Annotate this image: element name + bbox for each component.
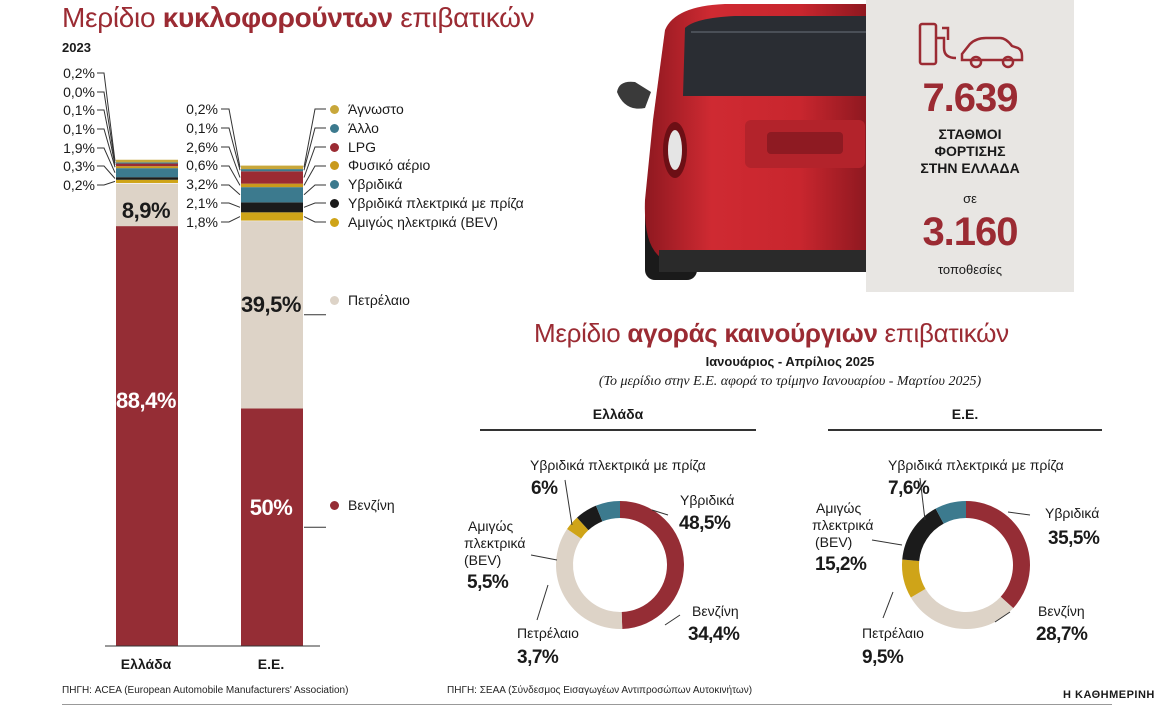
eu-label-unknown: 0,2% [186,101,218,117]
legend-item-bev: Αμιγώς ηλεκτρικά (BEV) [330,214,524,233]
eu-bev-label-1: Αμιγώς [816,500,862,516]
donut-greece [556,501,684,629]
gr-benzine-value: 34,4% [688,624,740,645]
gr-petrol-label: Πετρέλαιο [517,625,579,641]
market-note: (Το μερίδιο στην Ε.Ε. αφορά το τρίμηνο Ιανουαρίου - Μαρτίου 2025) [598,374,982,389]
connector-text: σε [963,191,977,206]
leader-gr-phev [565,480,572,525]
eu-benzine-label: Βενζίνη [1038,603,1085,619]
eu-label-hybrid: 3,2% [186,176,218,193]
locations-label: τοποθεσίες [937,262,1002,277]
donut-greece-slice-benzine [556,529,622,629]
greece-label-unknown: 0,2% [63,65,95,81]
greece-benzine-label: 88,4% [116,388,176,413]
stock-year: 2023 [62,40,91,55]
eu-label-cng: 0,6% [186,157,218,174]
gr-hev-label: Υβριδικά [680,492,735,508]
legend-item-cng: Φυσικό αέριο [330,157,524,176]
greece-label-bev: 0,2% [63,177,95,194]
region-greece: Ελλάδα [592,406,644,422]
eu-phev-label: Υβριδικά πλεκτρικά με πρίζα [888,457,1064,473]
region-eu: Ε.Ε. [951,406,979,422]
x-label-greece: Ελλάδα [120,656,172,672]
market-period: Ιανουάριος - Απρίλιος 2025 [705,354,875,369]
donut-eu-slice-benzine [911,589,1013,629]
eu-phev-value: 7,6% [888,478,930,499]
eu-benzine-label: 50% [249,495,293,520]
locations-count: 3.160 [922,210,1018,254]
gr-bev-label-3: (BEV) [464,552,502,568]
eu-label-bev: 1,8% [186,213,218,230]
gr-bev-value: 5,5% [467,572,509,593]
greece-petrol-label: 8,9% [121,198,171,223]
eu-label-lpg: 2,6% [186,138,218,155]
greece-label-lpg: 0,1% [63,102,95,119]
eu-label-phev: 2,1% [186,194,218,211]
donut-leader-lines [531,478,1030,625]
greece-label-cng: 0,1% [63,121,95,138]
leader-eu-hev [1008,512,1030,515]
gr-phev-label: Υβριδικά πλεκτρικά με πρίζα [530,457,706,473]
gr-bev-label-1: Αμιγώς [468,518,514,534]
charging-stations-label-2: ΦΟΡΤΙΣΗΣ [934,143,1006,159]
charging-stations-label-1: ΣΤΑΘΜΟΙ [938,126,1002,142]
eu-label-other: 0,1% [186,119,218,136]
charging-stations-count: 7.639 [922,76,1018,120]
eu-hev-label: Υβριδικά [1045,505,1100,521]
gr-petrol-value: 3,7% [517,647,559,668]
gr-benzine-label: Βενζίνη [692,603,739,619]
legend-item-hybrid: Υβριδικά [330,176,524,195]
eu-bev-value: 15,2% [815,554,867,575]
leader-gr-bev [531,555,557,560]
eu-benzine-value: 28,7% [1036,624,1088,645]
gr-phev-value: 6% [531,478,558,499]
eu-petrol-label: 39,5% [241,292,301,317]
donut-eu [902,501,1030,629]
eu-petrol-label: Πετρέλαιο [862,625,924,641]
gr-hev-value: 48,5% [679,513,731,534]
legend-item-benzine: Βενζίνη [330,497,395,513]
leader-gr-benzine [665,615,680,625]
legend-item-unknown: Άγνωστο [330,101,524,120]
market-source: ΠΗΓΗ: ΣΕΑΑ (Σύνδεσμος Εισαγωγέων Αντιπροσώπων Αυτοκινήτων) [447,685,753,696]
greece-label-other: 0,0% [63,83,95,100]
eu-bev-label-3: (BEV) [815,534,853,550]
leader-gr-petrol [537,585,548,620]
charging-stations-label-3: ΣΤΗΝ ΕΛΛΑΔΑ [920,160,1020,176]
footer-rule [62,704,1112,705]
greece-label-phev: 0,3% [63,158,95,175]
eu-bev-label-2: πλεκτρικά [812,517,874,533]
greece-label-hybrid: 1,9% [63,139,95,156]
legend-item-phev: Υβριδικά πλεκτρικά με πρίζα [330,195,524,214]
leader-eu-bev [872,540,902,545]
leader-eu-petrol [883,592,893,618]
stock-chart-title: Μερίδιο κυκλοφορούντων επιβατικών [62,2,535,33]
brand-logo: Η ΚΑΘΗΜΕΡΙΝΗ [1063,689,1155,701]
donut-eu-slice-bev [902,509,943,561]
market-chart-title: Μερίδιο αγοράς καινούργιων επιβατικών [534,318,1009,348]
gr-bev-label-2: πλεκτρικά [464,535,526,551]
eu-petrol-value: 9,5% [862,647,904,668]
donut-eu-slice-hybrid [966,501,1030,608]
stock-source: ΠΗΓΗ: ACEA (European Automobile Manufacturers' Association) [62,685,349,696]
legend-item-lpg: LPG [330,139,524,158]
donut-greece-slice-hybrid [620,501,684,629]
legend-item-petrol: Πετρέλαιο [330,292,410,308]
legend-item-other: Άλλο [330,120,524,139]
eu-hev-value: 35,5% [1048,528,1100,549]
x-label-eu: Ε.Ε. [257,656,285,672]
